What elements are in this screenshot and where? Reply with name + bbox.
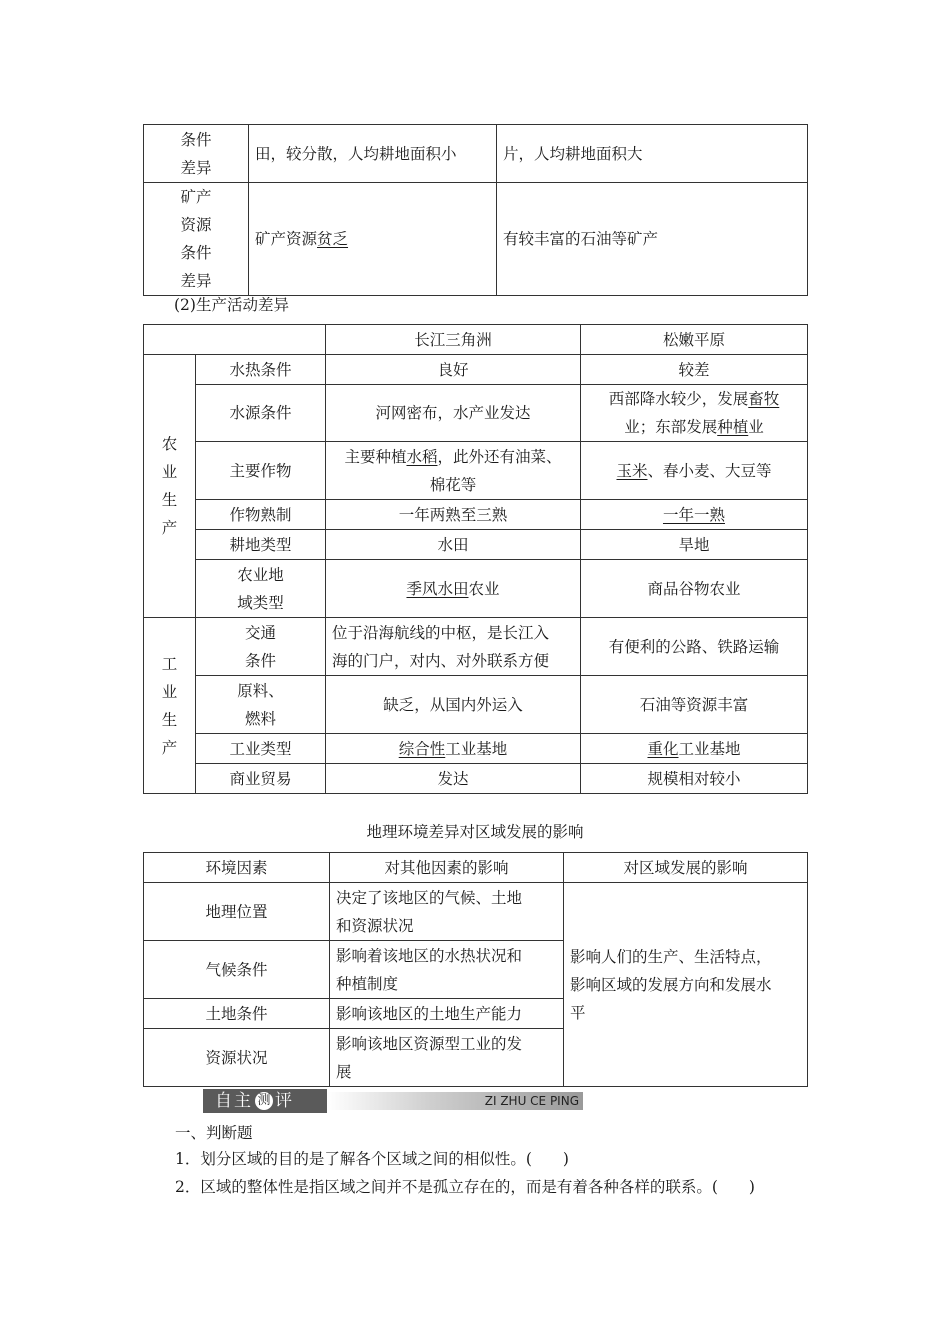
natural-conditions-table: [143, 124, 808, 296]
group-label-agriculture: 农 业 生 产: [144, 355, 196, 618]
table-cell: 影响着该地区的水热状况和 种植制度: [330, 941, 564, 999]
column-header: 对其他因素的影响: [330, 853, 564, 883]
table-cell: 主要种植水稻，此外还有油菜、 棉花等: [326, 442, 581, 500]
table-cell: 较差: [581, 355, 808, 385]
banner-pinyin: ZI ZHU CE PING: [327, 1092, 583, 1110]
table-cell: 良好: [326, 355, 581, 385]
column-header: 松嫩平原: [581, 325, 808, 355]
answer-blank: 季风水田: [406, 579, 469, 598]
row-label: 土地条件: [144, 999, 330, 1029]
banner-circle-icon: 测: [255, 1092, 273, 1110]
table-cell: 田，较分散，人均耕地面积小: [249, 125, 497, 183]
column-header: 对区域发展的影响: [564, 853, 808, 883]
table-cell: 河网密布，水产业发达: [326, 385, 581, 442]
table-cell: 水田: [326, 530, 581, 560]
environment-influence-table: [143, 852, 808, 1087]
table-cell: 发达: [326, 764, 581, 794]
row-label: 气候条件: [144, 941, 330, 999]
row-label: 水源条件: [196, 385, 326, 442]
production-activity-table: [143, 324, 808, 794]
section-heading: 一、判断题: [175, 1124, 253, 1142]
merged-cell: 影响人们的生产、生活特点， 影响区域的发展方向和发展水 平: [564, 883, 808, 1087]
table-cell: 一年两熟至三熟: [326, 500, 581, 530]
answer-blank: 综合性: [398, 739, 446, 758]
row-label: 主要作物: [196, 442, 326, 500]
row-label: 农业地 域类型: [196, 560, 326, 618]
question-item: 1．划分区域的目的是了解各个区域之间的相似性。( ): [175, 1150, 569, 1168]
table-cell: 有便利的公路、铁路运输: [581, 618, 808, 676]
column-header: 长江三角洲: [326, 325, 581, 355]
section-banner: [203, 1089, 583, 1113]
table-cell: [581, 500, 808, 530]
answer-blank: 水稻: [406, 447, 438, 466]
answer-blank: 种植: [717, 418, 749, 436]
table-cell: 位于沿海航线的中枢，是长江入 海的门户，对内、对外联系方便: [326, 618, 581, 676]
table-cell: 重化工业基地: [581, 734, 808, 764]
table-cell: 西部降水较少，发展畜牧 业；东部发展种植业: [581, 385, 808, 442]
row-label: 矿产 资源 条件 差异: [144, 183, 249, 296]
answer-blank: 玉米: [616, 461, 648, 480]
question-item: 2．区域的整体性是指区域之间并不是孤立存在的，而是有着各种各样的联系。( ): [175, 1178, 755, 1196]
row-label: 工业类型: [196, 734, 326, 764]
table-cell: 影响该地区的土地生产能力: [330, 999, 564, 1029]
row-label: 地理位置: [144, 883, 330, 941]
table-cell: 缺乏，从国内外运入: [326, 676, 581, 734]
answer-blank: 畜牧: [748, 390, 780, 408]
row-label: 水热条件: [196, 355, 326, 385]
table-cell: 有较丰富的石油等矿产: [497, 183, 808, 296]
table-caption: 地理环境差异对区域发展的影响: [366, 823, 584, 841]
empty-header-cell: [144, 325, 326, 355]
table-cell: 综合性工业基地: [326, 734, 581, 764]
row-label: 交通 条件: [196, 618, 326, 676]
table-cell: 季风水田农业: [326, 560, 581, 618]
row-label: 耕地类型: [196, 530, 326, 560]
table-cell: 影响该地区资源型工业的发 展: [330, 1029, 564, 1087]
table-cell: 玉米、春小麦、大豆等: [581, 442, 808, 500]
row-label: 条件 差异: [144, 125, 249, 183]
table-cell: 规模相对较小: [581, 764, 808, 794]
answer-blank: 一年一熟: [662, 505, 725, 524]
banner-title: 自主 测 评: [203, 1089, 327, 1113]
table-cell: 片，人均耕地面积大: [497, 125, 808, 183]
answer-blank: 重化: [647, 739, 679, 758]
row-label: 商业贸易: [196, 764, 326, 794]
row-label: 作物熟制: [196, 500, 326, 530]
table-cell: 石油等资源丰富: [581, 676, 808, 734]
group-label-industry: 工 业 生 产: [144, 618, 196, 794]
table-cell: 旱地: [581, 530, 808, 560]
table-cell: 矿产资源贫乏: [249, 183, 497, 296]
row-label: 原料、 燃料: [196, 676, 326, 734]
table-cell: 商品谷物农业: [581, 560, 808, 618]
subheading: (2)生产活动差异: [174, 296, 289, 314]
answer-blank: 贫乏: [317, 230, 349, 248]
row-label: 资源状况: [144, 1029, 330, 1087]
table-cell: 决定了该地区的气候、土地 和资源状况: [330, 883, 564, 941]
column-header: 环境因素: [144, 853, 330, 883]
